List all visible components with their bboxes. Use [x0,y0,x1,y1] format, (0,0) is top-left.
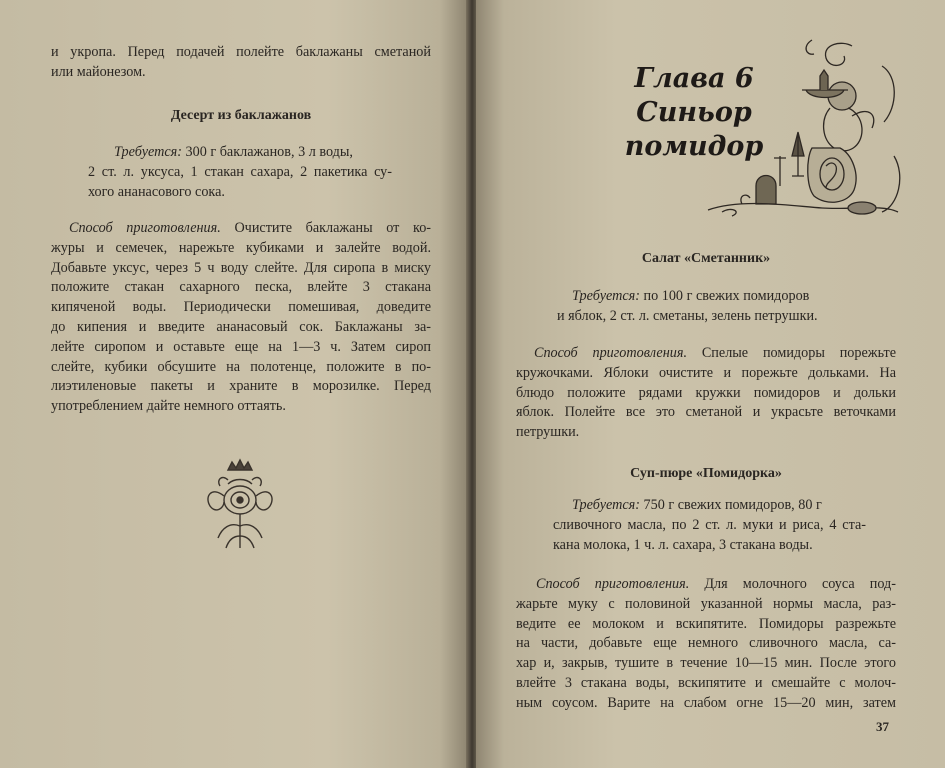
chapter-title: Синьор [636,97,752,128]
text-line: лиэтиленовые пакеты и храните в морозилке. Перед [51,378,431,395]
requirements-block [88,143,392,202]
intro-text [51,43,431,83]
method-block [516,575,896,714]
text-line: на части, добавьте еще немного сливочного масла, са- [516,635,896,652]
text-line: кружочками. Яблоки очистите и порежьте дольками. На [516,364,896,381]
text-line: яблок. Полейте все это сметаной и украсьте веточками [516,404,896,421]
text-line: Требуется: 750 г свежих помидоров, 80 г [572,497,822,513]
method-block [516,344,896,443]
text-line: Способ приготовления. Спелые помидоры порежьте [534,345,897,361]
text-line: петрушки. [516,424,580,441]
text-line: Способ приготовления. Для молочного соуса под- [536,576,896,592]
text-line: журы и семечек, нарежьте кубиками и залейте водой. [51,239,431,256]
cherub-illustration-icon [702,36,908,222]
text-line: кипяченой воды. Периодически помешивая, доведите [51,299,431,316]
recipe-title: Салат «Сметанник» [641,251,771,266]
text-line: положите стакан сахарного песка, влейте 3 стакана [51,279,431,296]
method-label: Способ приготовления. [534,345,687,361]
text-line: сливочного масла, по 2 ст. л. муки и риса, 4 ста- [553,516,866,533]
method-block [51,219,431,417]
text-line: кана молока, 1 ч. л. сахара, 3 стакана воды. [553,536,813,553]
requirements-block [557,287,866,327]
text-line: употреблением дайте немного оттаять. [51,398,286,415]
text-line: и укропа. Перед подачей полейте баклажаны сметаной [51,44,431,60]
text-line: жарьте муку с половиной указанной нормы масла, раз- [516,595,896,612]
recipe-title: Десерт из баклажанов [170,108,312,123]
text-line: Способ приготовления. Очистите баклажаны от ко- [69,220,432,236]
text-line: влейте 3 стакана воды, вскипятите и смешайте с молоч- [516,674,896,691]
text-line: блюдо положите рядами кружки помидоров и дольки [516,384,896,401]
requirements-block [553,496,866,555]
text-line: слейте, кубики обсушите на полотенце, положите в по- [51,358,431,375]
page-number: 37 [876,719,889,734]
text-line: хар и, закрыв, тушите в течение 10—15 мин. После этого [516,655,896,672]
text-line: до кипения и введите ананасовый сок. Баклажаны за- [51,318,431,335]
text-line: и яблок, 2 ст. л. сметаны, зелень петрушки. [557,307,818,324]
requires-label: Требуется: [572,288,640,304]
recipe-title: Суп-пюре «Помидорка» [630,466,782,481]
method-label: Способ приготовления. [536,576,690,592]
text-line: Требуется: 300 г баклажанов, 3 л воды, [114,144,353,160]
text-line: ным соусом. Варите на слабом огне 15—20 мин, затем [516,694,896,711]
requires-label: Требуется: [114,144,182,160]
right-page [476,0,945,768]
text-line: 2 ст. л. уксуса, 1 стакан сахара, 2 пакетика су- [88,163,392,180]
text-line: лейте сиропом и оставьте еще на 1—3 ч. Затем сироп [51,338,431,355]
text-line: или майонезом. [51,63,146,80]
method-label: Способ приготовления. [69,220,221,236]
requires-label: Требуется: [572,497,640,513]
text-line: хого ананасового сока. [88,183,225,200]
chapter-title: помидор [624,131,764,162]
floral-ornament-icon [198,456,282,552]
text-line: Добавьте уксус, через 5 ч воду слейте. Для сиропа в миску [51,259,431,276]
chapter-number: Глава 6 [634,63,754,94]
text-line: ведите ее молоком и вскипятите. Помидоры разрежьте [516,615,896,632]
left-page [0,0,468,768]
text-line: Требуется: по 100 г свежих помидоров [572,288,810,304]
